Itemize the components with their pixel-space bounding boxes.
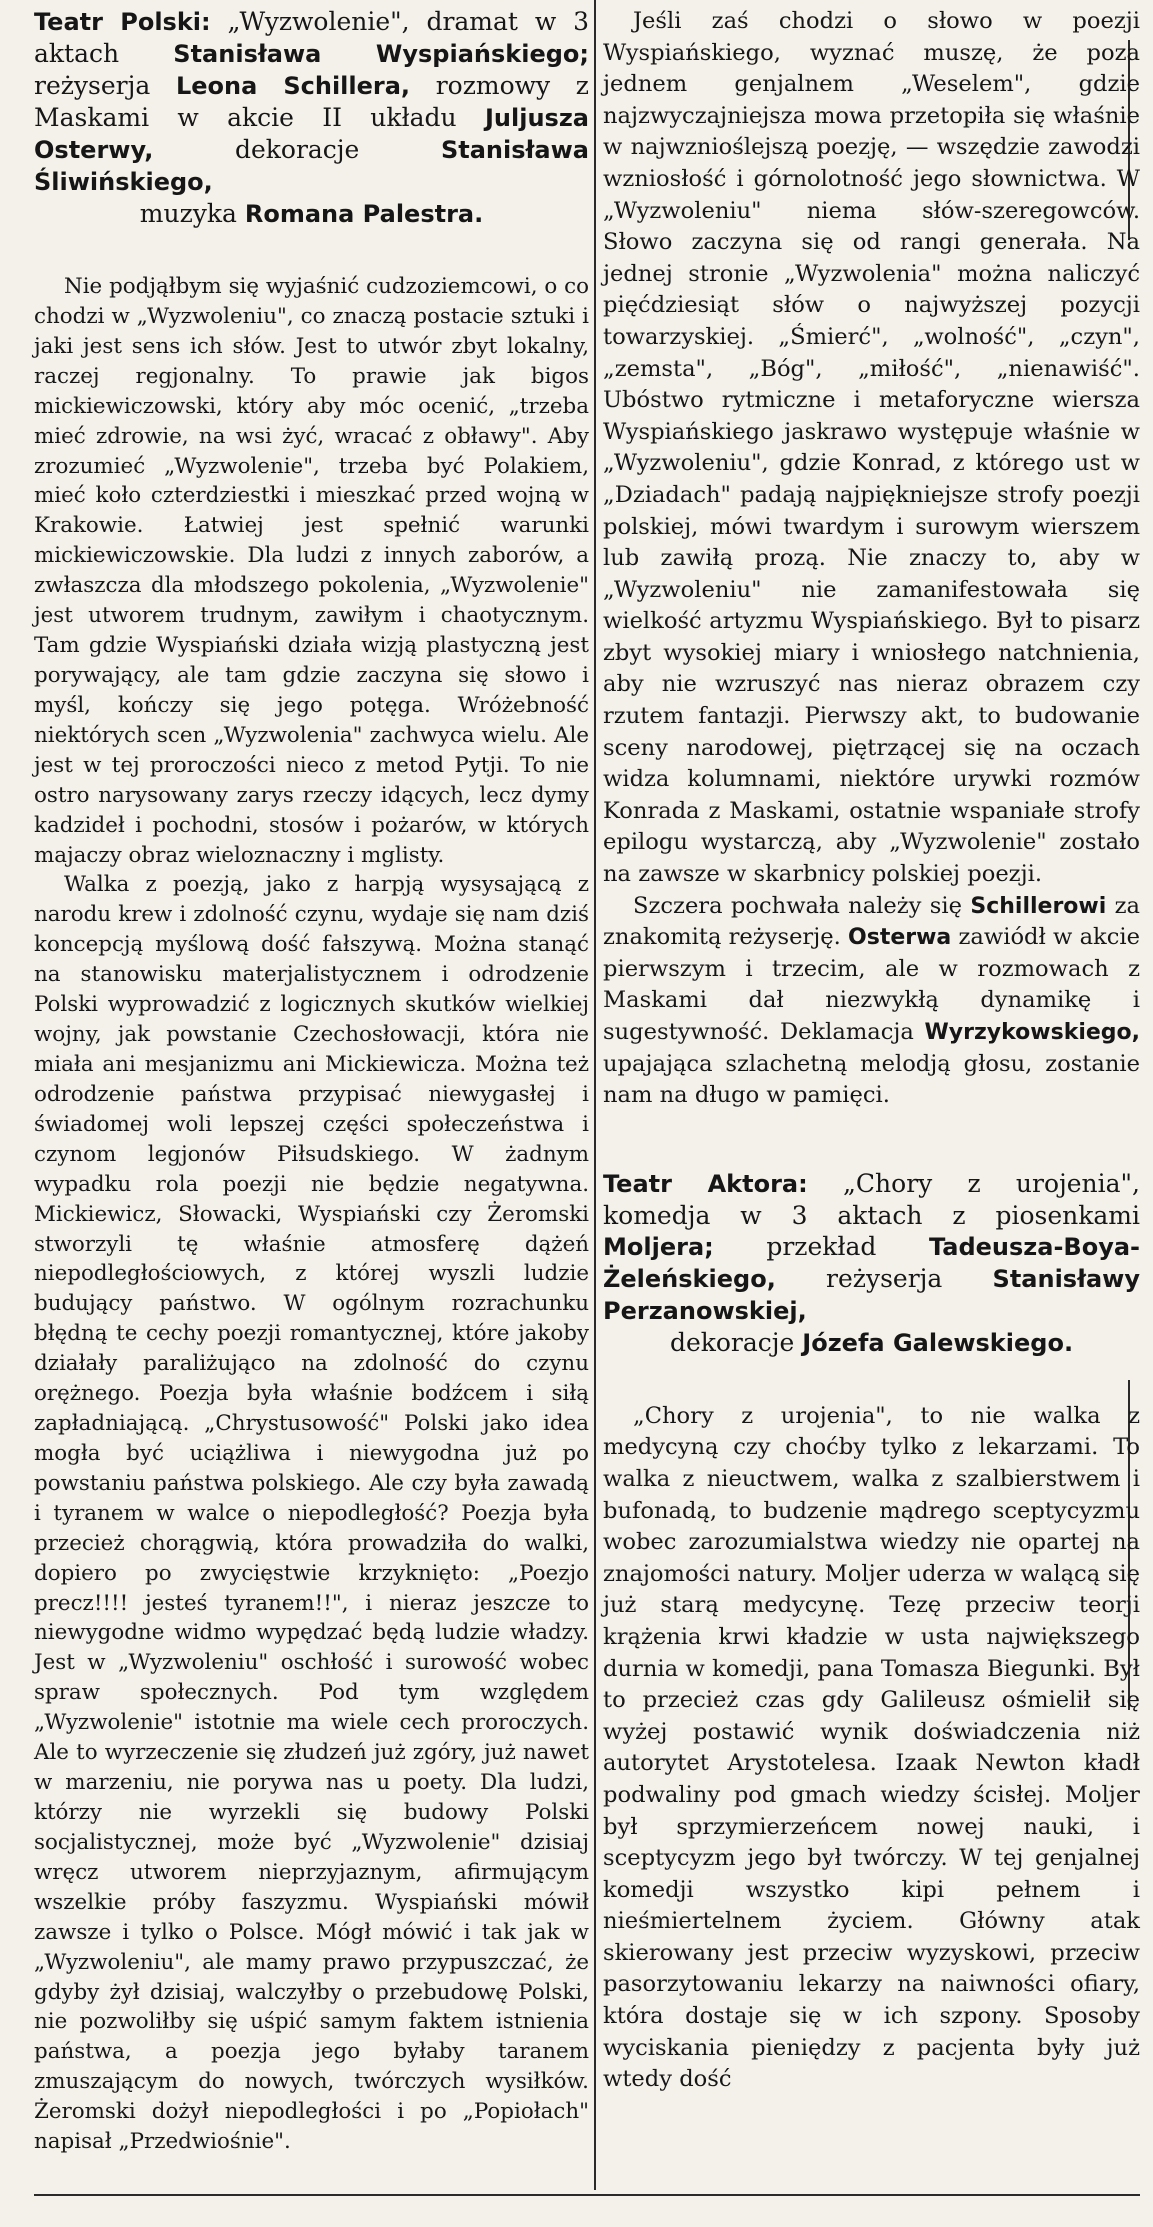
credit-label: dekoracje [234, 135, 360, 164]
actor-name: Osterwa [848, 925, 952, 951]
paragraph: Nie podjąłbym się wyjaśnić cudzoziemcowi, o co chodzi w „Wyzwoleniu", co znaczą postacie sztuki i jaki jest sens ich słów. Jest to utwór zbyt lokalny, raczej regjonalny. To prawie jak bigos mickiewiczowski, który aby móc ocenić, „trzeba mieć zdrowie, na wsi żyć, wracać z obławy". Aby zrozumieć „Wyzwolenie", trzeba być Polakiem, mieć koło czterdziestki i mieszkać przed wojną w Krakowie. Łatwiej jest spełnić warunki mickiewiczowskie. Dla ludzi z innych zaborów, a zwłaszcza dla młodszego pokolenia, „Wyzwolenie" jest utworem trudnym, zawiłym i chaotycznym. Tam gdzie Wyspiański działa wizją plastyczną jest porywający, ale tam gdzie zaczyna się słowo i myśl, kończy się jego potęga. Wróżebność niektórych scen „Wyzwolenia" zachwyca wielu. Ale jest w tej proroczości nieco z metod Pytji. To nie ostro narysowany zarys rzeczy idących, lecz dymy kadzideł i pochodni, stosów i pożarów, w których majaczy obraz wieloznaczny i mglisty. [34, 274, 589, 868]
theatre-name: Teatr Aktora: [603, 1169, 808, 1198]
credits-tail [34, 198, 589, 230]
praise-paragraph [603, 891, 1140, 1112]
praise-text: za znakomitą reżyserję. [603, 892, 1141, 951]
right-column [603, 6, 1140, 2096]
column-divider [594, 0, 596, 2190]
play-title: „Chory z urojenia", komedja w 3 aktach z piosenkami [603, 1168, 1140, 1230]
paragraph: Jeśli zaś chodzi o słowo w poezji Wyspiańskiego, wyznać muszę, że poza jednem genjalnem „Weselem", gdzie najzwyczajniejsza mowa przetopiła się właśnie w najwznioślejszą poezję, — wszędzie zawodzi wzniosłość i górnolotność jego słownictwa. W „Wyzwoleniu" niema słów-szeregowców. Słowo zaczyna się od rangi generała. Na jednej stronie „Wyzwolenia" można naliczyć pięćdziesiąt słów o najwyższej pozycji towarzyskiej. „Śmierć", „wolność", „czyn", „zemsta", „Bóg", „miłość", „nienawiść". Ubóstwo rytmiczne i metaforyczne wiersza Wyspiańskiego jaskrawo występuje właśnie w „Wyzwoleniu", gdzie Konrad, z którego ust w „Dziadach" padają najpiękniejsze strofy poezji polskiej, mówi twardym i surowym wierszem lub zawiłą prozą. Nie znaczy to, aby w „Wyzwoleniu" nie zamanifestowała się wielkość artyzmu Wyspiańskiego. Był to pisarz zbyt wysokiej miary i wniosłego natchnienia, aby nie wzruszyć nas nieraz obrazem czy rzutem fantazji. Pierwszy akt, to budowanie sceny narodowej, piętrzącej się na oczach widza kolumnami, niektóre urywki rozmów Konrada z Maskami, ostatnie wspaniałe strofy epilogu wystarczą, aby „Wyzwolenie" zostało na zawsze w skarbnicy polskiej poezji. [603, 8, 1140, 888]
theatre-name: Teatr Polski: [34, 8, 211, 36]
director-name: Stanisławy Perzanowskiej, [603, 1264, 1140, 1325]
play-title: „Wyzwolenie", dramat w 3 aktach [34, 7, 589, 68]
praise-text: Szczera pochwała należy się [633, 892, 962, 919]
review-header-chory [603, 1168, 1140, 1359]
bottom-divider [34, 2194, 1140, 2196]
credit-label: muzyka [139, 199, 237, 228]
review-header-wyzwolenie [34, 6, 589, 230]
credit-label: reżyserja [34, 71, 151, 100]
paragraph: „Chory z urojenia", to nie walka z medycyną czy choćby tylko z lekarzami. To walka z nieuctwem, walka z szalbierstwem i bufonadą, to budzenie mądrego sceptycyzmu wobec zarozumialstwa wiedzy nie opartej na znajomości natury. Moljer uderza w walącą się już starą medycynę. Tezę przeciw teorji krążenia krwi kładzie w usta największego durnia w komedji, pana Tomasza Biegunki. Był to przecież czas gdy Galileusz ośmielił się wyżej postawić wynik doświadczenia niż autorytet Arystotelesa. Izaak Newton kładł podwaliny pod gmach wiedzy ścisłej. Moljer był sprzymierzeńcem nowej nauki, i sceptycyzm jego był twórczy. W tej genjalnej komedji wszystko kipi pełnem i nieśmiertelnem życiem. Główny atak skierowany jest przeciw wyzyskowi, przeciw pasorzytowaniu lekarzy na naiwności ofiary, która dostaje się w ich szpony. Sposoby wyciskania pieniędzy z pacjenta były już wtedy dość [603, 1402, 1140, 2093]
left-column [34, 6, 589, 2157]
translator-name: Tadeusza-Boya-Żeleńskiego, [603, 1232, 1140, 1293]
praise-text: zawiódł w akcie pierwszym i trzecim, ale w rozmowach z Maskami dał niezwykłą dynamikę i sugestywność. Deklamacja [603, 924, 1141, 1045]
actor-name: Schillerowi [970, 893, 1107, 919]
credit-label: reżyserja [826, 1263, 943, 1293]
credit-label: rozmowy z Maskami w akcie II układu [34, 71, 589, 132]
playwright: Moljera; [603, 1232, 714, 1261]
credit-label: dekoracje [669, 1327, 795, 1357]
actor-name: Wyrzykowskiego, [924, 1020, 1141, 1045]
credits-tail [603, 1327, 1140, 1359]
paragraph: Walka z poezją, jako z harpją wysysającą z narodu krew i zdolność czynu, wydaje się nam dziś koncepcją myślową dość fałszywą. Można stanąć na stanowisku materjalistycznem i odrodzenie Polski wyprowadzić z logicznych skutków wielkiej wojny, jak powstanie Czechosłowacji, która nie miała ani mesjanizmu ani Mickiewicza. Można też odrodzenie państwa przypisać niewygasłej i świadomej woli lepszej części społeczeństwa i czynom legjonów Piłsudskiego. W żadnym wypadku rola poezji nie będzie negatywna. Mickiewicz, Słowacki, Wyspiański czy Żeromski stworzyli tę właśnie atmosferę dążeń niepodległościowych, z której wyszli ludzie budujący państwo. W ogólnym rozrachunku błędną te cechy poezji romantycznej, które jakoby działały paraliżująco na zdolność do czynu orężnego. Poezja była właśnie bodźcem i siłą zapładniającą. „Chrystusowość" Polski jako idea mogła być uciążliwa i niewygodna już po powstaniu państwa polskiego. Ale czy była zawadą i tyranem w walce o niepodległość? Poezja była przecież chorągwią, która prowadziła do walki, dopiero po zwycięstwie krzyknięto: „Poezjo precz!!!! jesteś tyranem!!", i nieraz jeszcze to niewygodne widmo wypędzać będą ludzie władzy. Jest w „Wyzwoleniu" oschłość i surowość wobec spraw społecznych. Pod tym względem „Wyzwolenie" istotnie ma wiele cech proroczych. Ale to wyrzeczenie się złudzeń już zgóry, już nawet w marzeniu, nie porywa nas u poety. Dla ludzi, którzy nie wyrzekli się budowy Polski socjalistycznej, może być „Wyzwolenie" dzisiaj wręcz utworem nieprzyjaznym, afirmującym wszelkie próby faszyzmu. Wyspiański mówił zawsze i tylko o Polsce. Mógł mówić i tak jak w „Wyzwoleniu", ale mamy prawo przypuszczać, że gdyby żył dzisiaj, walczyłby o przebudowę Polski, nie pozwoliłby się uśpić samym faktem istnienia państwa, a poezja jego byłaby taranem zmuszającym do nowych, twórczych wysiłków. Żeromski dożył niepodległości i po „Popiołach" napisał „Przedwiośnie". [34, 872, 589, 2155]
director-name: Leona Schillera, [175, 72, 411, 100]
review-body-wyzwolenie [34, 272, 589, 2157]
masks-arranger: Juljusza Osterwy, [34, 104, 589, 164]
credit-label: przekład [766, 1231, 877, 1261]
set-designer: Stanisława Śliwińskiego, [34, 136, 589, 196]
praise-text: upajająca szlachetną melodją głosu, zostanie nam na długo w pamięci. [603, 1050, 1140, 1109]
playwright: Stanisława Wyspiańskiego; [173, 40, 590, 68]
composer: Romana Palestra. [244, 200, 484, 228]
review-body-chory [603, 1401, 1140, 2096]
review-body-continued [603, 6, 1140, 1112]
set-designer: Józefa Galewskiego. [802, 1328, 1074, 1357]
